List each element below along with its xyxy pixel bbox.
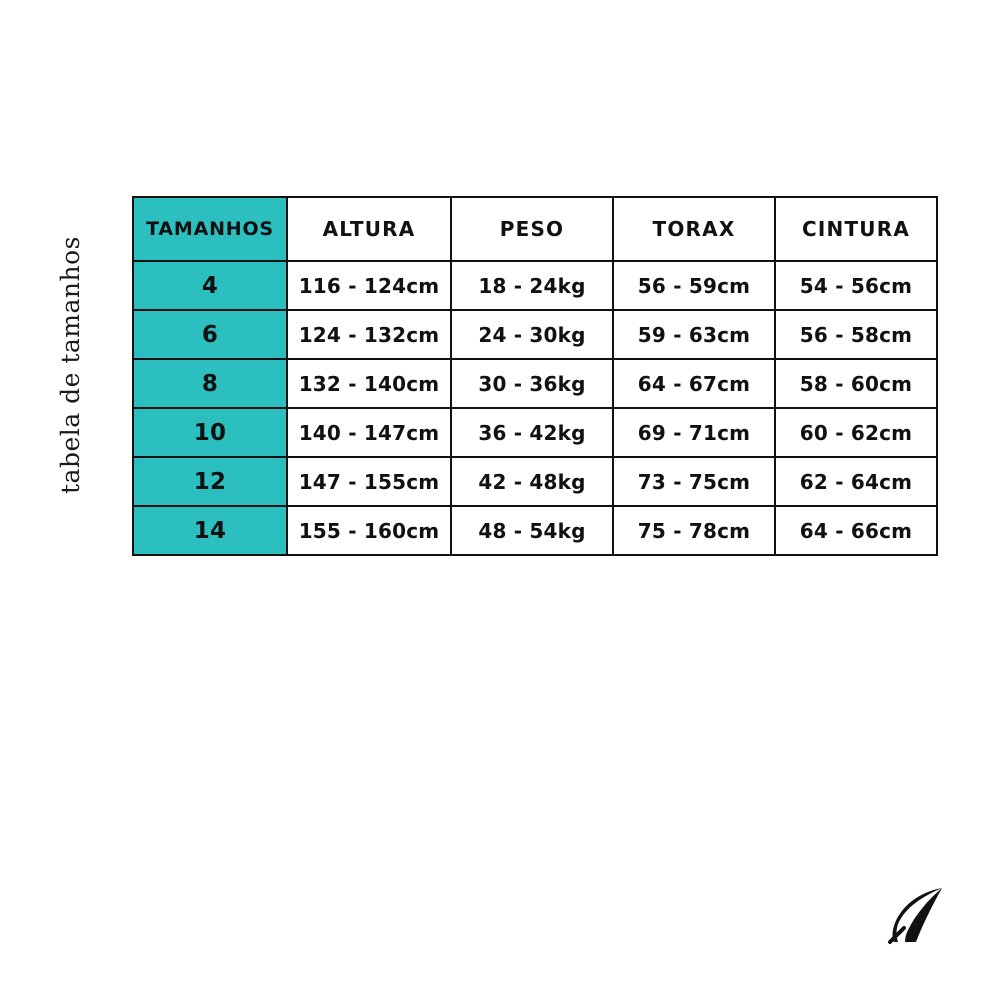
cell-size: 4	[133, 261, 287, 310]
cell-altura: 140 - 147cm	[287, 408, 451, 457]
vertical-caption	[40, 0, 85, 494]
cell-torax: 73 - 75cm	[613, 457, 775, 506]
cell-altura: 124 - 132cm	[287, 310, 451, 359]
size-chart	[132, 196, 936, 556]
cell-peso: 42 - 48kg	[451, 457, 613, 506]
cell-torax: 56 - 59cm	[613, 261, 775, 310]
cell-cintura: 60 - 62cm	[775, 408, 937, 457]
table-header	[133, 197, 937, 261]
feather-logo-icon	[884, 884, 948, 948]
cell-altura: 132 - 140cm	[287, 359, 451, 408]
cell-torax: 64 - 67cm	[613, 359, 775, 408]
table-row	[133, 457, 937, 506]
cell-cintura: 58 - 60cm	[775, 359, 937, 408]
cell-peso: 48 - 54kg	[451, 506, 613, 555]
cell-size: 12	[133, 457, 287, 506]
cell-size: 6	[133, 310, 287, 359]
table-row	[133, 261, 937, 310]
size-table	[132, 196, 938, 556]
cell-peso: 18 - 24kg	[451, 261, 613, 310]
cell-peso: 30 - 36kg	[451, 359, 613, 408]
cell-cintura: 64 - 66cm	[775, 506, 937, 555]
cell-torax: 69 - 71cm	[613, 408, 775, 457]
table-row	[133, 506, 937, 555]
table-row	[133, 408, 937, 457]
column-header-cintura: CINTURA	[775, 197, 937, 261]
table-header-row	[133, 197, 937, 261]
cell-size: 14	[133, 506, 287, 555]
cell-peso: 36 - 42kg	[451, 408, 613, 457]
table-row	[133, 310, 937, 359]
column-header-tamanhos: TAMANHOS	[133, 197, 287, 261]
cell-cintura: 56 - 58cm	[775, 310, 937, 359]
cell-altura: 147 - 155cm	[287, 457, 451, 506]
cell-size: 10	[133, 408, 287, 457]
cell-size: 8	[133, 359, 287, 408]
table-body	[133, 261, 937, 555]
column-header-torax: TORAX	[613, 197, 775, 261]
cell-torax: 75 - 78cm	[613, 506, 775, 555]
vertical-caption-text: tabela de tamanhos	[55, 236, 85, 494]
cell-altura: 116 - 124cm	[287, 261, 451, 310]
cell-altura: 155 - 160cm	[287, 506, 451, 555]
column-header-peso: PESO	[451, 197, 613, 261]
cell-peso: 24 - 30kg	[451, 310, 613, 359]
cell-torax: 59 - 63cm	[613, 310, 775, 359]
table-row	[133, 359, 937, 408]
cell-cintura: 62 - 64cm	[775, 457, 937, 506]
column-header-altura: ALTURA	[287, 197, 451, 261]
cell-cintura: 54 - 56cm	[775, 261, 937, 310]
